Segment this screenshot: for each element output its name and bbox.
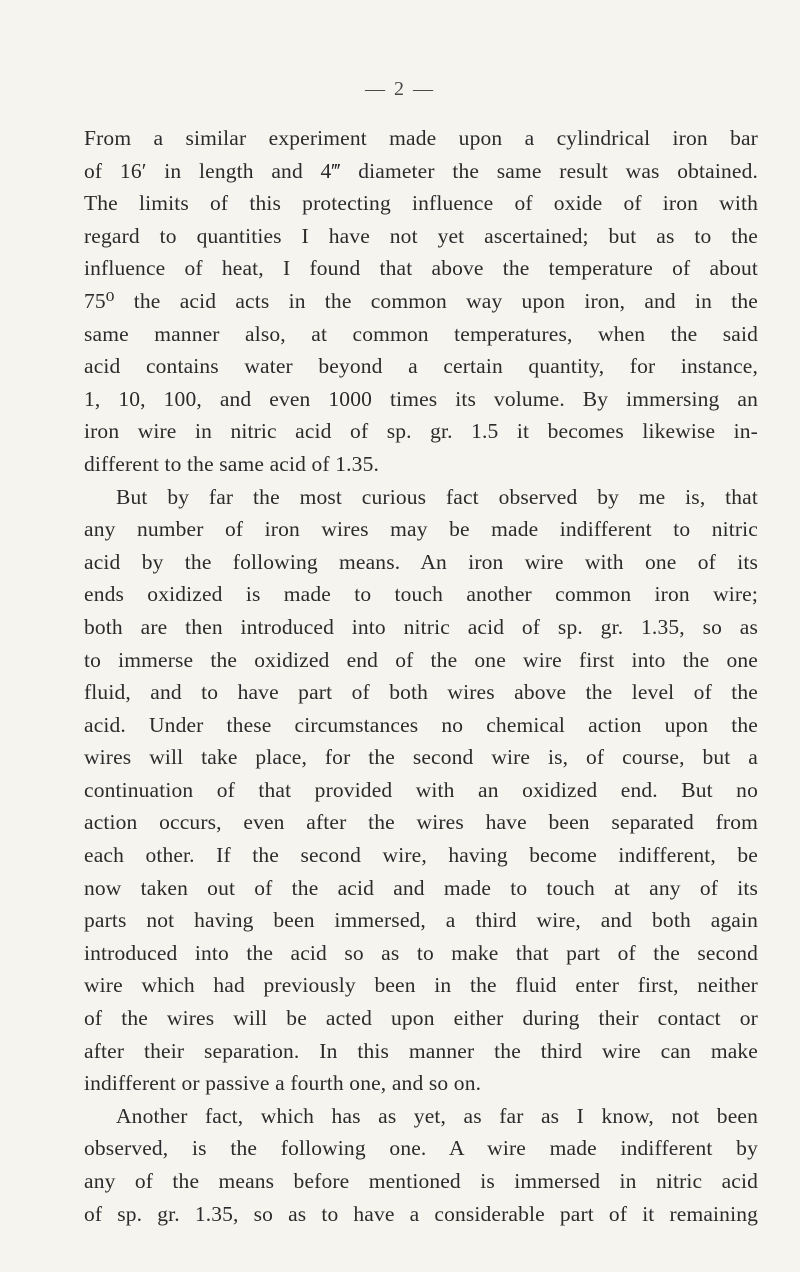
text-line: same manner also, at common temperatures, when the said <box>84 321 758 346</box>
text-line: 75⁰ the acid acts in the common way upon iron, and in the <box>84 288 758 313</box>
text-line: introduced into the acid so as to make that part of the second <box>84 940 758 965</box>
text-line: parts not having been immersed, a third wire, and both again <box>84 908 758 933</box>
body-text <box>84 122 758 1230</box>
text-line: both are then introduced into nitric acid of sp. gr. 1.35, so as <box>84 614 758 639</box>
text-line: now taken out of the acid and made to touch at any of its <box>84 875 758 900</box>
text-line: different to the same acid of 1.35. <box>84 451 380 476</box>
text-line: But by far the most curious fact observed by me is, that <box>116 484 758 509</box>
text-line: any of the means before mentioned is immersed in nitric acid <box>84 1169 758 1193</box>
text-line: wires will take place, for the second wire is, of course, but a <box>84 745 758 770</box>
text-line: From a similar experiment made upon a cylindrical iron bar <box>84 126 758 150</box>
text-line: acid contains water beyond a certain quantity, for instance, <box>84 354 758 379</box>
text-line: any number of iron wires may be made indifferent to nitric <box>84 517 758 542</box>
text-line: Another fact, which has as yet, as far as I know, not been <box>116 1103 758 1128</box>
text-line: to immerse the oxidized end of the one wire first into the one <box>84 647 758 672</box>
text-line: acid by the following means. An iron wire with one of its <box>84 549 758 574</box>
text-line: continuation of that provided with an oxidized end. But no <box>84 777 758 802</box>
text-line: fluid, and to have part of both wires above the level of the <box>84 680 758 705</box>
text-line: The limits of this protecting influence of oxide of iron with <box>84 191 758 216</box>
text-line: 1, 10, 100, and even 1000 times its volume. By immersing an <box>84 386 758 411</box>
text-line: after their separation. In this manner the third wire can make <box>84 1038 758 1063</box>
text-line: influence of heat, I found that above the temperature of about <box>84 256 758 281</box>
text-line: each other. If the second wire, having become indifferent, be <box>84 843 758 868</box>
text-line: regard to quantities I have not yet ascertained; but as to the <box>84 223 758 248</box>
text-line: of sp. gr. 1.35, so as to have a considerable part of it remaining <box>84 1201 758 1226</box>
text-line: ends oxidized is made to touch another common iron wire; <box>84 582 758 607</box>
text-line: wire which had previously been in the fluid enter first, neither <box>84 973 758 998</box>
page-number: — 2 — <box>365 78 435 100</box>
text-line: of 16′ in length and 4‴ diameter the same result was obtained. <box>84 158 758 183</box>
text-line: acid. Under these circumstances no chemical action upon the <box>84 712 758 737</box>
text-line: iron wire in nitric acid of sp. gr. 1.5 it becomes likewise in- <box>84 419 758 444</box>
text-line: indifferent or passive a fourth one, and so on. <box>84 1071 482 1096</box>
text-line: of the wires will be acted upon either during their contact or <box>84 1006 758 1031</box>
text-line: action occurs, even after the wires have been separated from <box>84 810 758 835</box>
text-line: observed, is the following one. A wire made indifferent by <box>84 1136 758 1161</box>
